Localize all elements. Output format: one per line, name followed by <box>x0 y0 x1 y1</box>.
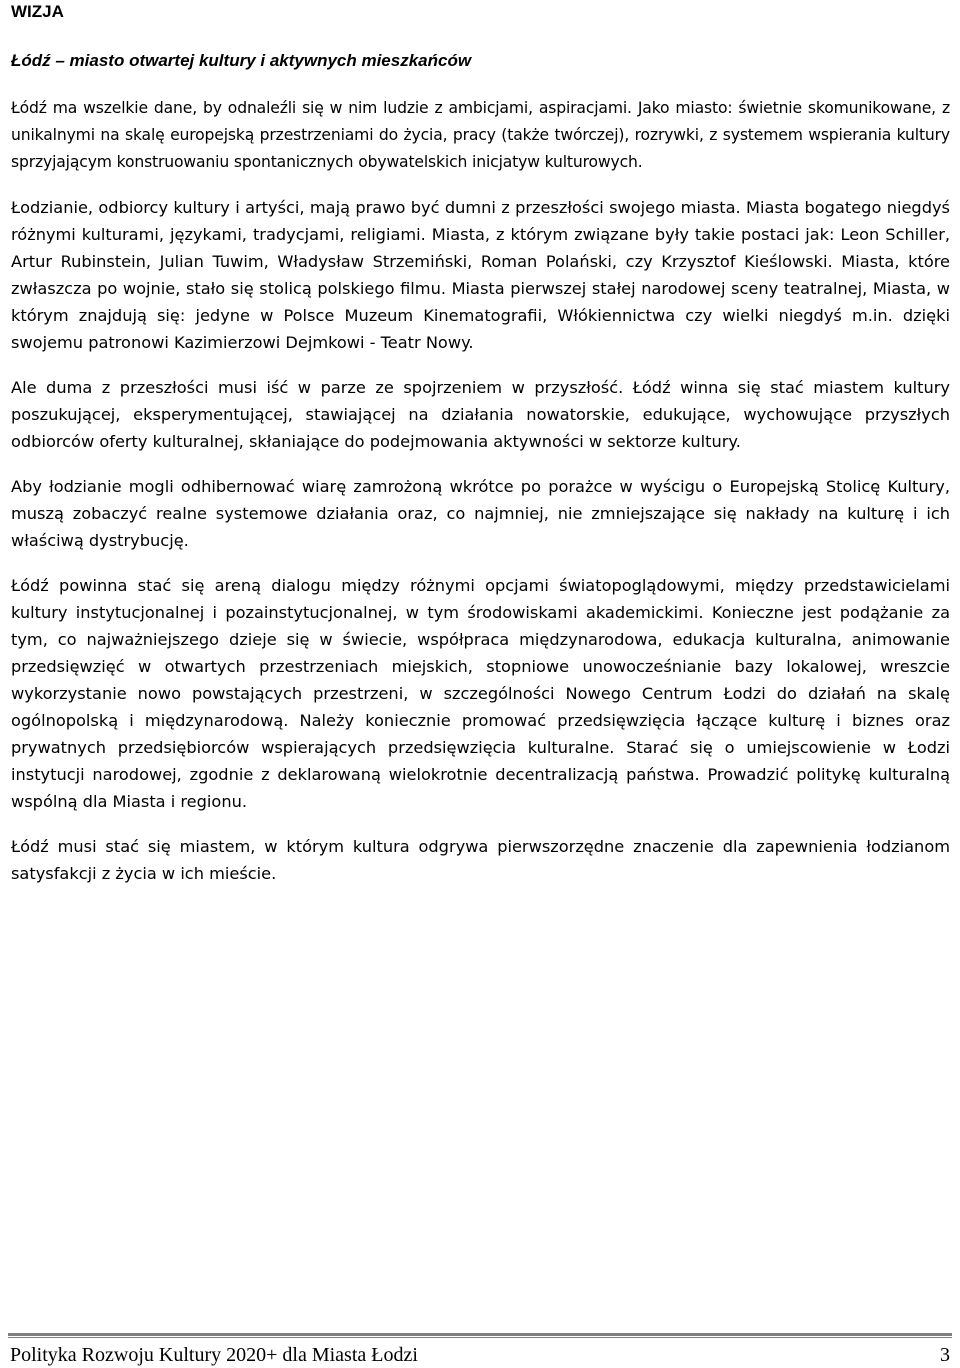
paragraph-conclusion: Łódź musi stać się miastem, w którym kultura odgrywa pierwszorzędne znaczenie dla zapewnienia łodzianom satysfakcji z życia w ich mieście. <box>11 837 950 883</box>
section-subtitle: Łódź – miasto otwartej kultury i aktywnych mieszkańców <box>11 51 472 70</box>
paragraph-future: Ale duma z przeszłości musi iść w parze ze spojrzeniem w przyszłość. Łódź winna się stać miastem kultury poszukującej, eksperymentującej, stawiającej na działania nowatorskie, edukujące, wychowujące przyszłych odbiorców oferty kulturalnej, skłaniające do podejmowania aktywności w sektorze kultury. <box>11 378 950 451</box>
section-heading: WIZJA <box>11 2 64 21</box>
footer-divider <box>8 1333 952 1336</box>
page-number: 3 <box>940 1344 950 1366</box>
footer-divider-thin <box>8 1337 952 1338</box>
paragraph-history: Łodzianie, odbiorcy kultury i artyści, mają prawo być dumni z przeszłości swojego miasta. Miasta bogatego niegdyś różnymi kulturami, językami, tradycjami, religiami. Miasta, z którym związane były takie postaci jak: Leon Schiller, Artur Rubinstein, Julian Tuwim, Władysław Strzemiński, Roman Polański, czy Krzysztof Kieślowski. Miasta, które zwłaszcza po wojnie, stało się stolicą polskiego filmu. Miasta pierwszej stałej narodowej sceny teatralnej, Miasta, w którym znajdują się: jedyne w Polsce Muzeum Kinematografii, Włókiennictwa czy wielki niegdyś m.in. dzięki swojemu patronowi Kazimierzowi Dejmkowi - Teatr Nowy. <box>11 198 950 352</box>
paragraph-funding: Aby łodzianie mogli odhibernować wiarę zamrożoną wkrótce po porażce w wyścigu o Europejską Stolicę Kultury, muszą zobaczyć realne systemowe działania oraz, co najmniej, nie zmniejszające się nakłady na kulturę i ich właściwą dystrybucję. <box>11 477 950 550</box>
document-body <box>11 0 950 887</box>
paragraph-intro: Łódź ma wszelkie dane, by odnaleźli się w nim ludzie z ambicjami, aspiracjami. Jako miasto: świetnie skomunikowane, z unikalnymi na skalę europejską przestrzeniami do życia, pracy (także twórczej), rozrywki, z systemem wspierania kultury sprzyjającym konstruowaniu spontanicznych obywatelskich inicjatyw kulturowych. <box>11 99 950 171</box>
footer-title: Polityka Rozwoju Kultury 2020+ dla Miasta Łodzi <box>10 1344 418 1366</box>
paragraph-dialogue: Łódź powinna stać się areną dialogu między różnymi opcjami światopoglądowymi, między przedstawicielami kultury instytucjonalnej i pozainstytucjonalnej, w tym środowiskami akademickimi. Konieczne jest podążanie za tym, co najważniejszego dzieje się w świecie, współpraca międzynarodowa, edukacja kulturalna, animowanie przedsięwzięć w otwartych przestrzeniach miejskich, stopniowe unowocześnianie bazy lokalowej, wreszcie wykorzystanie nowo powstających przestrzeni, w szczególności Nowego Centrum Łodzi do działań na skalę ogólnopolską i międzynarodową. Należy koniecznie promować przedsięwzięcia łączące kulturę i biznes oraz prywatnych przedsiębiorców wspierających przedsięwzięcia kulturalne. Starać się o umiejscowienie w Łodzi instytucji narodowej, zgodnie z deklarowaną wielokrotnie decentralizacją państwa. Prowadzić politykę kulturalną wspólną dla Miasta i regionu. <box>11 576 950 811</box>
